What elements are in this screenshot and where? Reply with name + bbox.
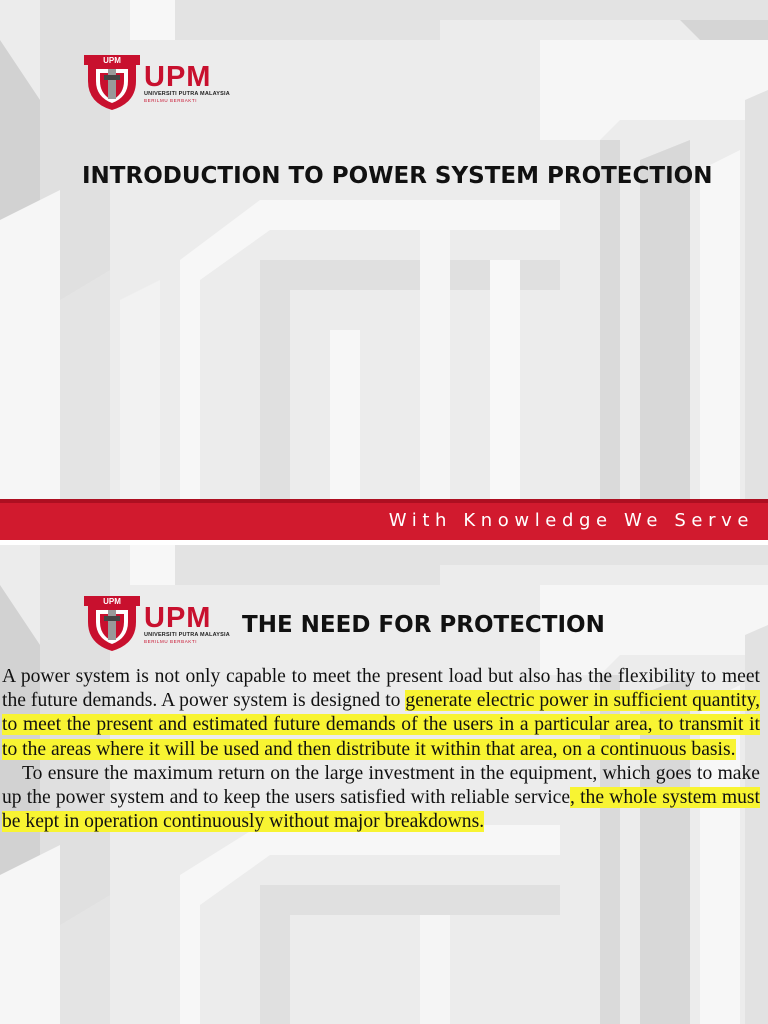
paragraph-1-plain: A power system is not only capable to meet the present load but also has the flexibility to meet the future demands. A power system is designed to xyxy=(2,666,760,712)
paragraph-2-highlight: , the whole system must be kept in operation continuously without major breakdowns. xyxy=(2,787,760,833)
slide-2-title: THE NEED FOR PROTECTION xyxy=(242,612,605,638)
upm-logo-slide-2 xyxy=(84,596,230,652)
slide-2-body xyxy=(2,665,760,834)
crest-badge-text: UPM xyxy=(103,597,121,606)
logo-wordmark: UPM xyxy=(144,60,212,93)
logo-motto: BERILMU BERBAKTI xyxy=(144,638,198,644)
slide-1-title: INTRODUCTION TO POWER SYSTEM PROTECTION xyxy=(82,163,713,189)
upm-crest-icon xyxy=(84,596,140,652)
logo-university-name: UNIVERSITI PUTRA MALAYSIA xyxy=(144,631,230,638)
paragraph-2 xyxy=(2,762,760,835)
paragraph-1 xyxy=(2,665,760,762)
logo-motto: BERILMU BERBAKTI xyxy=(144,97,198,103)
upm-logo xyxy=(84,55,230,111)
upm-crest-icon xyxy=(84,55,140,111)
paragraph-1-highlight: generate electric power in sufficient quantity, to meet the present and estimated future demands of the users in a particular area, to transmit it to the areas where it will be used and then distribute it within that area, on a continuous basis. xyxy=(2,690,760,760)
logo-wordmark: UPM xyxy=(144,601,212,634)
banner-top-strip xyxy=(0,499,768,503)
tagline-text: With Knowledge We Serve xyxy=(388,510,754,531)
logo-university-name: UNIVERSITI PUTRA MALAYSIA xyxy=(144,90,230,97)
crest-badge-text: UPM xyxy=(103,56,121,65)
paragraph-2-plain: To ensure the maximum return on the large investment in the equipment, which goes to make up the power system and to keep the users satisfied with reliable service xyxy=(2,762,760,809)
